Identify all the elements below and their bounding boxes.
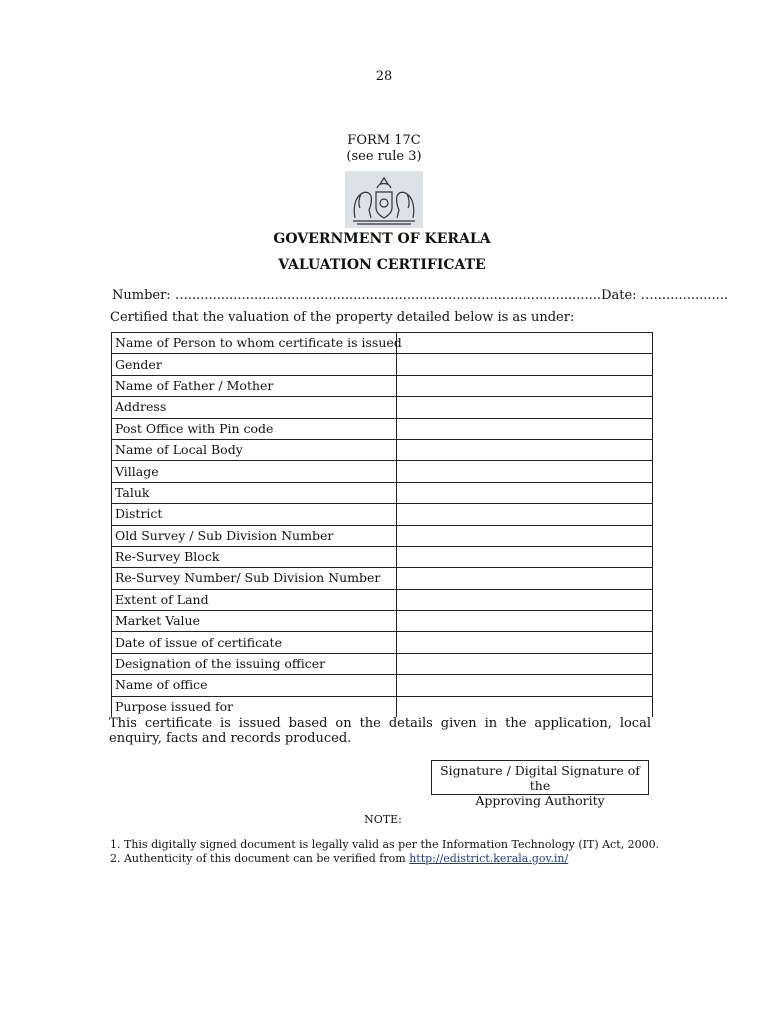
notes-list: [110, 838, 659, 866]
note-item-2-text: 2. Authenticity of this document can be verified from: [110, 852, 410, 865]
field-label: Post Office with Pin code: [112, 418, 397, 439]
field-value: [397, 589, 653, 610]
signature-line-1: Signature / Digital Signature of the: [440, 763, 640, 793]
field-value: [397, 482, 653, 503]
field-value: [397, 525, 653, 546]
field-label: Old Survey / Sub Division Number: [112, 525, 397, 546]
field-value: [397, 375, 653, 396]
date-label: Date:: [601, 288, 641, 303]
certificate-title: VALUATION CERTIFICATE: [278, 257, 486, 273]
field-value: [397, 653, 653, 674]
table-row: [112, 568, 653, 589]
form-header: [0, 133, 768, 165]
field-label: Name of Person to whom certificate is issued: [112, 333, 397, 354]
field-value: [397, 546, 653, 567]
field-label: Extent of Land: [112, 589, 397, 610]
field-value: [397, 418, 653, 439]
table-row: [112, 546, 653, 567]
field-label: Village: [112, 461, 397, 482]
field-label: Date of issue of certificate: [112, 632, 397, 653]
field-value: [397, 354, 653, 375]
field-label: Re-Survey Block: [112, 546, 397, 567]
table-row: [112, 375, 653, 396]
table-row: [112, 418, 653, 439]
certificate-statement: This certificate is issued based on the details given in the application, local enquiry, facts and records produced.: [109, 716, 651, 746]
page-number: 28: [375, 69, 393, 84]
field-value: [397, 461, 653, 482]
intro-text: Certified that the valuation of the property detailed below is as under:: [110, 310, 575, 325]
form-rule: (see rule 3): [346, 149, 422, 164]
field-value: [397, 568, 653, 589]
table-row: [112, 653, 653, 674]
field-value: [397, 696, 653, 717]
field-label: Market Value: [112, 611, 397, 632]
table-row: [112, 504, 653, 525]
field-label: Re-Survey Number/ Sub Division Number: [112, 568, 397, 589]
table-row: [112, 461, 653, 482]
field-label: Designation of the issuing officer: [112, 653, 397, 674]
field-value: [397, 439, 653, 460]
table-row: [112, 439, 653, 460]
table-row: [112, 611, 653, 632]
field-value: [397, 397, 653, 418]
table-row: [112, 333, 653, 354]
field-label: Name of office: [112, 675, 397, 696]
field-label: Taluk: [112, 482, 397, 503]
field-label: Purpose issued for: [112, 696, 397, 717]
date-field: …..................: [640, 288, 729, 303]
number-label: Number:: [112, 288, 175, 303]
government-heading: GOVERNMENT OF KERALA: [273, 231, 491, 247]
table-row: [112, 397, 653, 418]
field-value: [397, 333, 653, 354]
note-item-1: 1. This digitally signed document is legally valid as per the Information Technology (IT) Act, 2000.: [110, 838, 660, 851]
field-value: [397, 504, 653, 525]
field-value: [397, 632, 653, 653]
field-label: Address: [112, 397, 397, 418]
table-row: [112, 482, 653, 503]
state-emblem-icon: [345, 171, 423, 228]
note-heading: NOTE:: [364, 813, 402, 826]
table-row: [112, 354, 653, 375]
details-table: [111, 332, 653, 717]
table-row: [112, 589, 653, 610]
signature-line-2: Approving Authority: [475, 793, 605, 808]
table-row: [112, 525, 653, 546]
field-label: Name of Local Body: [112, 439, 397, 460]
table-row: [112, 632, 653, 653]
signature-box: [431, 760, 649, 808]
field-value: [397, 611, 653, 632]
field-label: Name of Father / Mother: [112, 375, 397, 396]
field-value: [397, 675, 653, 696]
number-field: …....................................................................................................: [174, 288, 602, 303]
form-title: FORM 17C: [347, 133, 421, 148]
number-date-line: [112, 288, 729, 303]
field-label: District: [112, 504, 397, 525]
edistrict-link[interactable]: http://edistrict.kerala.gov.in/: [409, 852, 569, 865]
note-item-2: [110, 852, 659, 866]
field-label: Gender: [112, 354, 397, 375]
table-row: [112, 675, 653, 696]
table-row: [112, 696, 653, 717]
